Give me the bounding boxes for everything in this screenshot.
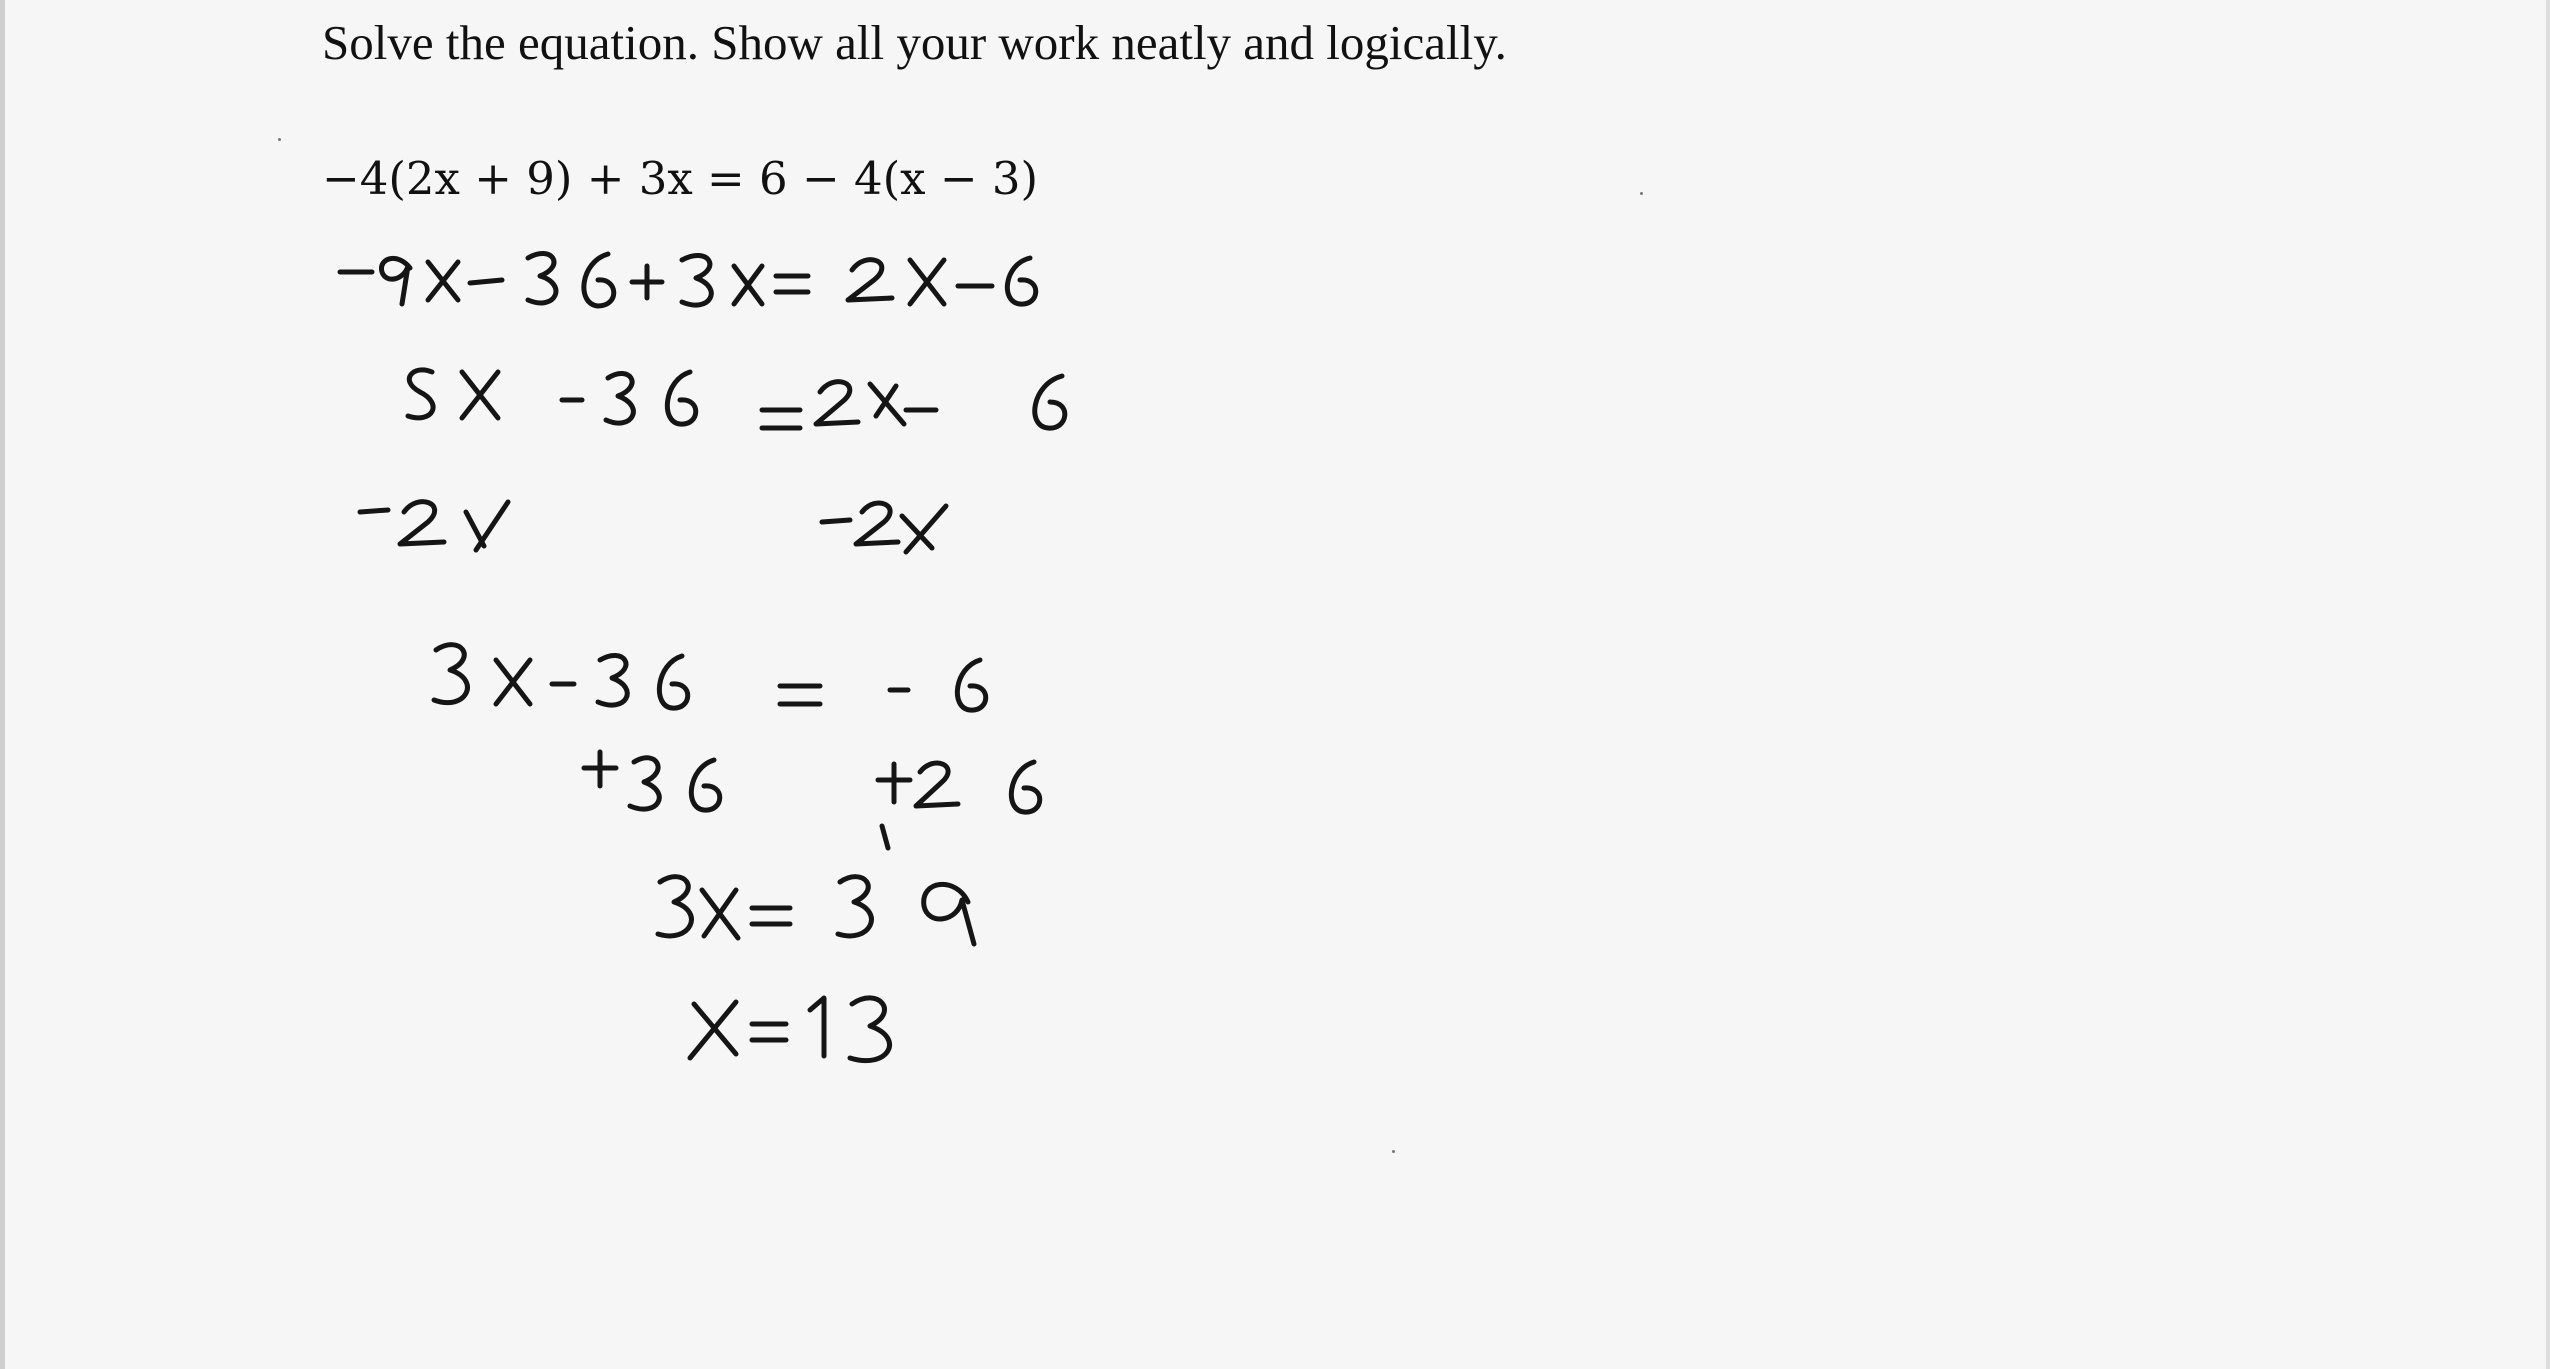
- work-line-4: [430, 645, 986, 716]
- svg-text:3x= 39: 3x= 39: [655, 932, 701, 949]
- svg-text:+36: +36: [875, 797, 901, 814]
- svg-text:-8x-36+3x= 2x-6: -8x-36+3x= 2x-6: [335, 297, 446, 314]
- svg-text:+36: +36: [582, 797, 608, 814]
- work-line-2: [400, 370, 1065, 434]
- work-line-3: [355, 502, 946, 559]
- svg-text:x=13: x=13: [690, 1043, 724, 1060]
- svg-text:5x -36 =2x-6: 5x -36 =2x-6: [400, 417, 484, 434]
- work-line-7: [690, 998, 890, 1061]
- instruction-text: Solve the equation. Show all your work neatly and logically.: [322, 15, 1507, 70]
- work-line-5: [582, 752, 1040, 848]
- equation: −4(2x + 9) + 3x = 6 − 4(x − 3): [322, 152, 1039, 205]
- svg-text:-2x: -2x: [820, 542, 842, 559]
- work-line-1: [335, 253, 1036, 314]
- work-line-6: [655, 877, 974, 949]
- svg-text:3x - 36 = -6: 3x - 36 = -6: [430, 699, 506, 716]
- svg-text:-2x: -2x: [355, 542, 377, 559]
